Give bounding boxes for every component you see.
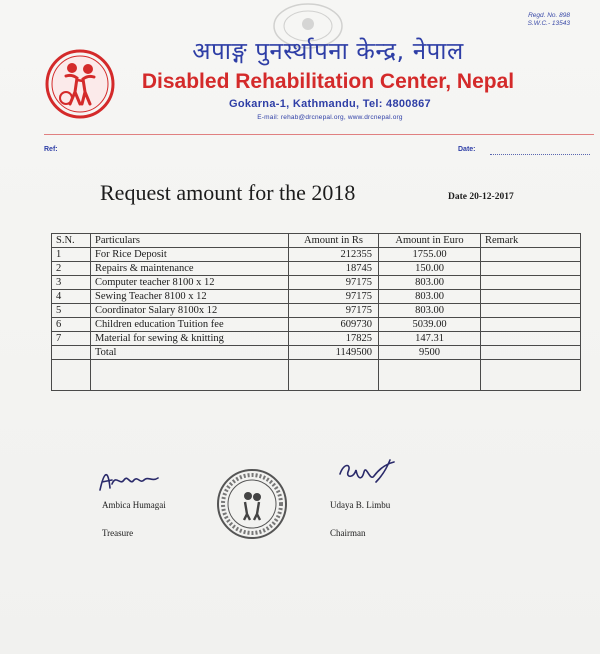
table-row [52,262,581,276]
header-amount-euro: Amount in Euro [379,234,481,248]
cell-amount-rs: 18745 [289,262,379,276]
table-row [52,318,581,332]
drc-logo-icon [44,48,116,120]
cell-amount-euro: 803.00 [379,304,481,318]
treasurer-title: Treasure [102,528,134,538]
cell-particular: Computer teacher 8100 x 12 [91,276,289,290]
cell-amount-rs: 97175 [289,276,379,290]
table-row-total [52,346,581,360]
cell-remark [481,262,581,276]
table-row [52,304,581,318]
date-line [490,154,590,155]
header-amount-rs: Amount in Rs [289,234,379,248]
cell-sn [52,346,91,360]
cell-amount-rs: 97175 [289,290,379,304]
cell-sn: 3 [52,276,91,290]
chairman-signature [336,456,408,490]
registration-numbers [528,12,570,28]
cell-sn: 2 [52,262,91,276]
date-label: Date: [458,146,476,153]
cell-sn: 7 [52,332,91,346]
org-address: Gokarna-1, Kathmandu, Tel: 4800867 [229,98,431,110]
table-row [52,290,581,304]
cell-amount-euro: 150.00 [379,262,481,276]
treasurer-signature [94,462,166,496]
cell-amount-rs: 212355 [289,248,379,262]
cell-sn: 6 [52,318,91,332]
cell-amount-euro: 147.31 [379,332,481,346]
cell-particular: Total [91,346,289,360]
header-remark: Remark [481,234,581,248]
cell-remark [481,318,581,332]
table-row [52,276,581,290]
cell-remark [481,304,581,318]
cell-particular: Material for sewing & knitting [91,332,289,346]
reg-no: Regd. No. 898 [528,12,570,19]
table-row [52,332,581,346]
cell-particular: Sewing Teacher 8100 x 12 [91,290,289,304]
amount-table [51,233,581,391]
treasurer-name: Ambica Humagai [102,500,166,510]
cell-amount-euro: 9500 [379,346,481,360]
cell-particular: For Rice Deposit [91,248,289,262]
cell-amount-euro: 803.00 [379,276,481,290]
request-title: Request amount for the 2018 [100,180,356,205]
letterhead-divider [44,134,594,135]
chairman-name: Udaya B. Limbu [330,500,391,510]
cell-particular: Repairs & maintenance [91,262,289,276]
cell-remark [481,346,581,360]
cell-amount-euro: 1755.00 [379,248,481,262]
cell-remark [481,248,581,262]
ref-label: Ref: [44,146,58,153]
table-row [52,248,581,262]
cell-amount-rs: 1149500 [289,346,379,360]
cell-particular: Coordinator Salary 8100x 12 [91,304,289,318]
chairman-title: Chairman [330,528,366,538]
header-particulars: Particulars [91,234,289,248]
cell-remark [481,276,581,290]
table-header-row [52,234,581,248]
organization-seal-icon [215,468,289,540]
cell-amount-rs: 609730 [289,318,379,332]
cell-remark [481,290,581,304]
swc-no: S.W.C.- 13543 [527,20,570,27]
cell-sn: 1 [52,248,91,262]
cell-amount-euro: 5039.00 [379,318,481,332]
request-date: Date 20-12-2017 [448,192,514,202]
cell-amount-rs: 97175 [289,304,379,318]
cell-sn: 4 [52,290,91,304]
cell-sn: 5 [52,304,91,318]
cell-remark [481,332,581,346]
cell-particular: Children education Tuition fee [91,318,289,332]
cell-amount-euro: 803.00 [379,290,481,304]
header-sn: S.N. [52,234,91,248]
cell-amount-rs: 17825 [289,332,379,346]
org-name-nepali: अपाङ्ग पुनर्स्थापना केन्द्र, नेपाल [192,37,464,65]
org-name-english: Disabled Rehabilitation Center, Nepal [141,70,515,93]
table-row-blank [52,360,581,391]
org-email: E-mail: rehab@drcnepal.org, www.drcnepal.org [257,114,403,121]
